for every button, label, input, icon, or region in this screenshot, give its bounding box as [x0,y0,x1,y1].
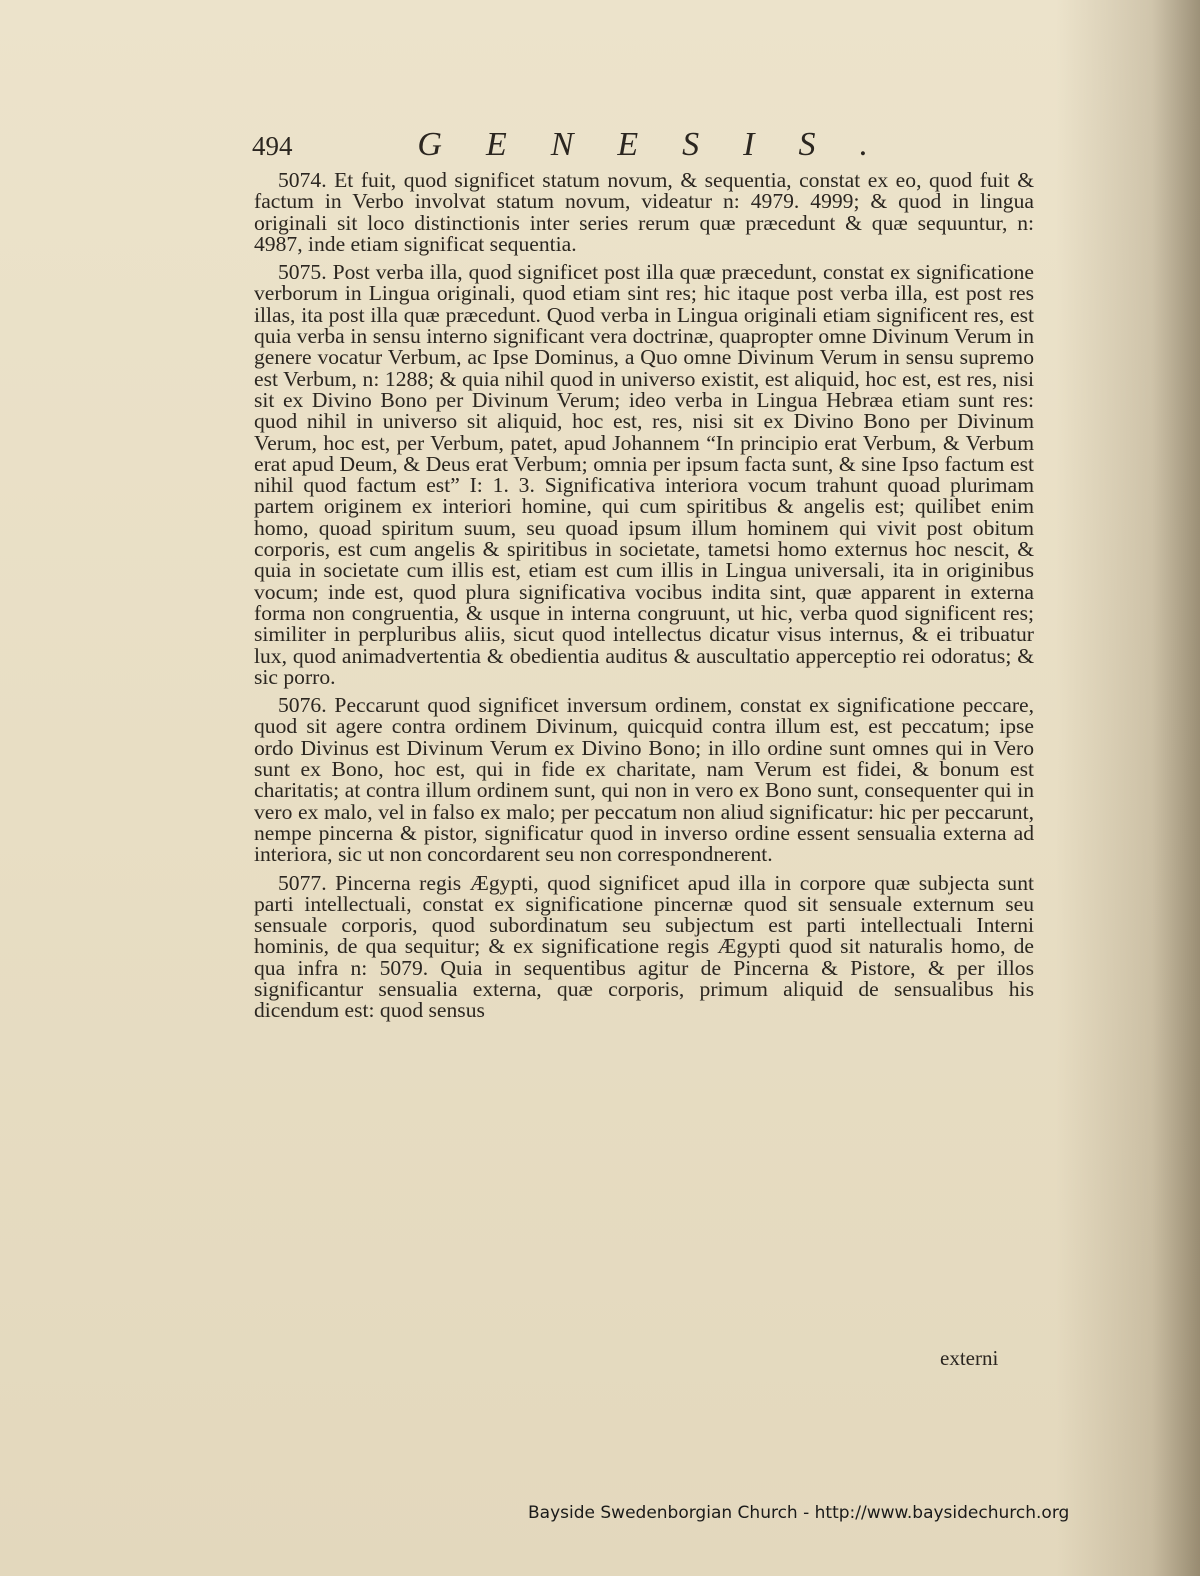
paragraph-5077: 5077. Pincerna regis Ægypti, quod significet apud illa in corpore quæ subjecta sunt parti intellectuali, constat ex significatione pincernæ quod sit sensuale externum seu sensuale corporis, quod subordinatum seu subjectum est parti intellectuali Interni hominis, de qua sequitur; & ex significatione regis Ægypti quod sit naturalis homo, de qua infra n: 5079. Quia in sequentibus agitur de Pincerna & Pistore, & per illos significantur sensualia externa, quæ corporis, primum aliquid de sensualibus his dicendum est: quod sensus [254,870,1034,1023]
paragraph-5075: 5075. Post verba illa, quod significet post illa quæ præcedunt, constat ex significatione verborum in Lingua originali, quod etiam sint res; hic itaque post verba illa, est post res illas, ita post illa quæ præcedunt. Quod verba in Lingua originali etiam significent res, est quia verba in sensu interno significant vera doctrinæ, quapropter omne Divinum Verum in genere vocatur Verbum, ac Ipse Dominus, a Quo omne Divinum Verum in sensu supremo est Verbum, n: 1288; & quia nihil quod in universo existit, est aliquid, hoc est, est res, nisi sit ex Divino Bono per Divinum Verum; ideo verba in Lingua Hebræa etiam sunt res: quod nihil in universo sit aliquid, hoc est, res, nisi sit ex Divino Bono per Divinum Verum, hoc est, per Verbum, patet, apud Johannem “In principio erat Verbum, & Verbum erat apud Deum, & Deus erat Verbum; omnia per ipsum facta sunt, & sine Ipso factum est nihil quod factum est” I: 1. 3. Significativa interiora vocum trahunt quoad plurimam partem originem ex interiori homine, qui cum spiritibus & angelis est; quilibet enim homo, quoad spiritum suum, seu quoad ipsum illum hominem qui vivit post obitum corporis, est cum angelis & spiritibus in societate, tametsi homo externus hoc nescit, & quia in societate cum illis est, etiam est cum illis in Lingua universali, ita in originibus vocum; inde est, quod plura significativa vocibus indita sint, quæ apparent in externa forma non congruentia, & usque in interna congruunt, ut hic, verba quod significent res; similiter in perpluribus aliis, sicut quod intellectus dicatur visus internus, & ei tribuatur lux, quod animadvertentia & obedientia auditus & auscultatio apperceptio rei odoratus; & sic porro. [254,260,1034,689]
body-text [254,170,1034,1029]
page-number: 494 [252,131,293,161]
watermark-caption: Bayside Swedenborgian Church - http://www.baysidechurch.org [528,1503,1070,1523]
running-title: GENESIS. [417,126,912,163]
catchword: externi [940,1346,999,1370]
paragraph-5074: 5074. Et fuit, quod significet statum novum, & sequentia, constat ex eo, quod fuit & factum in Verbo involvat statum novum, videatur n: 4979. 4999; & quod in lingua originali sit loco distinctionis inter series rerum quæ præcedunt & quæ sequuntur, n: 4987, inde etiam significat sequentia. [254,168,1034,256]
paragraph-5076: 5076. Peccarunt quod significet inversum ordinem, constat ex significatione peccare, quod sit agere contra ordinem Divinum, quicquid contra illum est, est peccatum; ipse ordo Divinus est Divinum Verum ex Divino Bono; in illo ordine sunt omnes qui in Vero sunt ex Bono, hoc est, qui in fide ex charitate, nam Verum est fidei, & bonum est charitatis; at contra illum ordinem sunt, qui non in vero ex Bono sunt, consequenter qui in vero ex malo, vel in falso ex malo; per peccatum non aliud significatur: hic per peccarunt, nempe pincerna & pistor, significatur quod in inverso ordine essent sensualia externa ad interiora, sic ut non concordarent seu non correspondnerent. [254,693,1034,867]
page-header [252,126,912,166]
